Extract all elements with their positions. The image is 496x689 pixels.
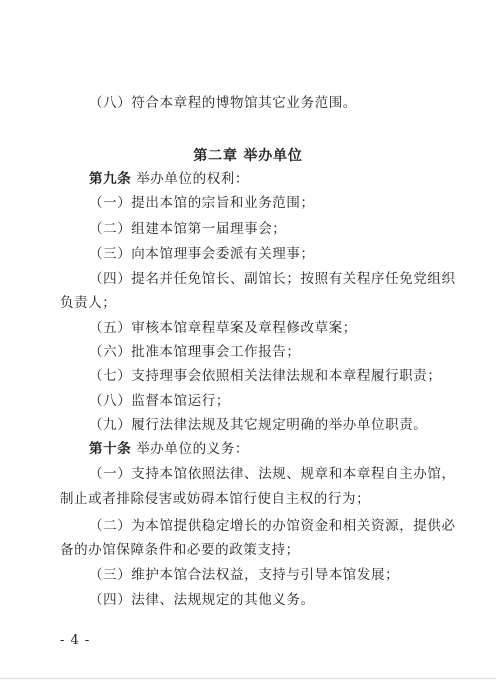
paragraph-line: （一）支持本馆依照法律、法规、规章和本章程自主办馆， <box>89 466 456 482</box>
paragraph-line: 制止或者排除侵害或妨碍本馆行使自主权的行为； <box>60 491 371 507</box>
article-9-text: 举办单位的权利： <box>131 171 250 187</box>
page-number: - 4 - <box>60 633 91 648</box>
paragraph-line: （三）维护本馆合法权益，支持与引导本馆发展； <box>89 567 400 583</box>
paragraph-line: （一）提出本馆的宗旨和业务范围； <box>89 195 315 211</box>
article-10-text: 举办单位的义务： <box>131 441 250 457</box>
paragraph-line: 备的办馆保障条件和必要的政策支持； <box>60 542 300 558</box>
paragraph-line: （七）支持理事会依照相关法律法规和本章程履行职责； <box>89 368 442 384</box>
article-10-heading <box>89 441 249 458</box>
paragraph-line: （四）法律、法规规定的其他义务。 <box>89 592 315 608</box>
paragraph-line: 负责人； <box>60 295 117 311</box>
paragraph-line: （八）符合本章程的博物馆其它业务范围。 <box>89 95 357 111</box>
paragraph-line: （二）组建本馆第一届理事会； <box>89 221 287 237</box>
article-9-heading <box>89 171 249 188</box>
paragraph-line: （四）提名并任免馆长、副馆长；按照有关程序任免党组织 <box>89 271 456 287</box>
paragraph-line: （五）审核本馆章程草案及章程修改草案； <box>89 320 357 336</box>
paragraph-line: （三）向本馆理事会委派有关理事； <box>89 246 315 262</box>
paragraph-line: （二）为本馆提供稳定增长的办馆资金和相关资源，提供必 <box>89 518 456 534</box>
paragraph-line: （八）监督本馆运行； <box>89 393 230 409</box>
article-10-label: 第十条 <box>89 441 132 457</box>
page-edge-divider <box>0 678 496 679</box>
article-9-label: 第九条 <box>89 171 132 187</box>
chapter-title: 第二章 举办单位 <box>193 148 303 164</box>
paragraph-line: （六）批准本馆理事会工作报告； <box>89 344 301 360</box>
paragraph-line: （九）履行法律法规及其它规定明确的举办单位职责。 <box>89 417 428 433</box>
